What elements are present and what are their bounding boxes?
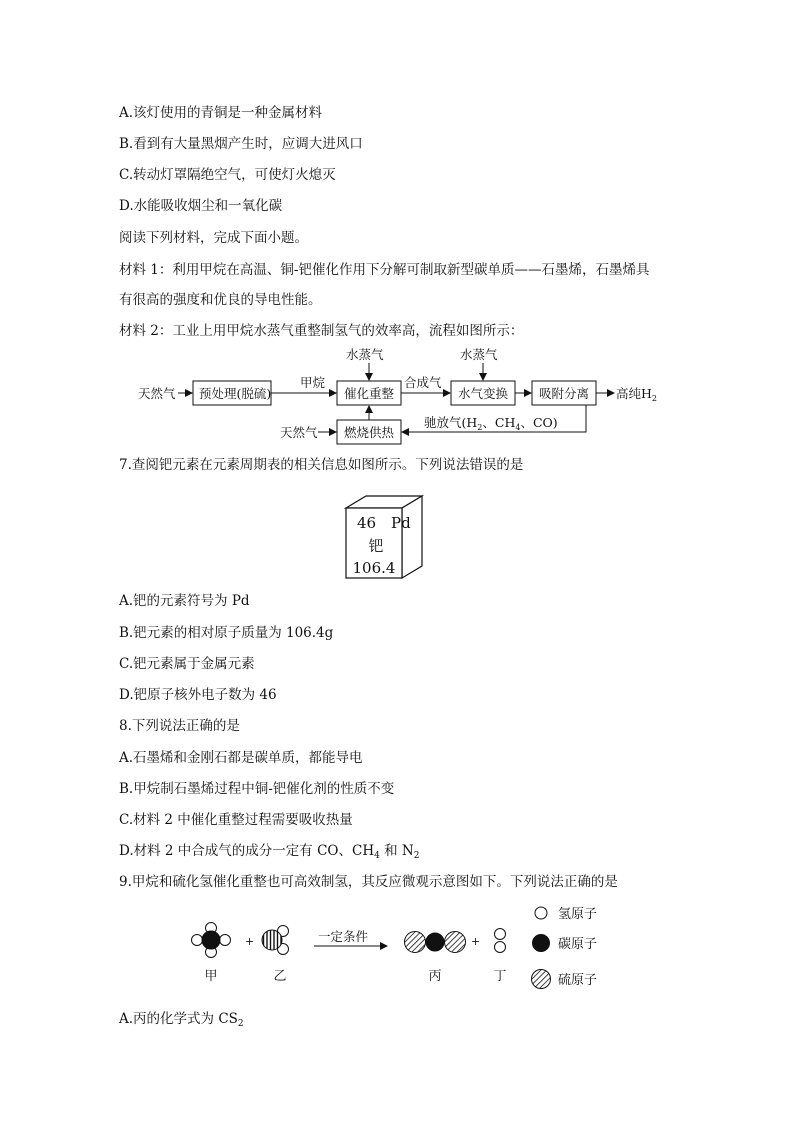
- plus-2: +: [471, 935, 481, 948]
- element-number: 46: [357, 514, 377, 532]
- methane-label: 甲烷: [300, 375, 326, 390]
- adsorb-label: 吸附分离: [539, 386, 590, 401]
- reform-label: 催化重整: [344, 386, 395, 401]
- molecule-bing: [405, 932, 466, 953]
- legend-hydrogen: 氢原子: [558, 907, 598, 922]
- legend-carbon: 碳原子: [558, 937, 598, 952]
- material1-line2: 有很高的强度和优良的导电性能。: [119, 292, 322, 308]
- label-yi: 乙: [273, 969, 287, 984]
- q8-option-d: D.材料 2 中合成气的成分一定有 CO、$CH_4$ 和 $N_2$: [119, 843, 420, 861]
- element-name: 钯: [368, 537, 384, 555]
- element-mass: 106.4: [352, 559, 396, 577]
- legend: [532, 907, 551, 989]
- legend-sulfur: 硫原子: [558, 973, 598, 988]
- purge-gas-label: 驰放气($H_2$、$CH_4$、CO): [424, 415, 558, 432]
- steam2-label: 水蒸气: [460, 347, 498, 362]
- material2-text: 材料 2：工业上用甲烷水蒸气重整制氢气的效率高，流程如图所示：: [119, 323, 524, 339]
- steam1-label: 水蒸气: [346, 347, 384, 362]
- material1-line1: 材料 1：利用甲烷在高温、铜-钯催化作用下分解可制取新型碳单质——石墨烯，石墨烯具: [119, 262, 650, 278]
- q7-stem: 7.查阅钯元素在元素周期表的相关信息如图所示。下列说法错误的是: [119, 457, 524, 473]
- syngas-label: 合成气: [404, 375, 442, 390]
- label-jia: 甲: [204, 969, 218, 984]
- plus-1: +: [245, 935, 255, 948]
- q6-option-d: D.水能吸收烟尘和一氧化碳: [119, 198, 283, 214]
- palladium-element-card: [340, 490, 430, 582]
- q6-option-a: A.该灯使用的青铜是一种金属材料: [119, 105, 323, 121]
- product-label: 高纯$H_2$: [616, 386, 657, 403]
- pretreat-label: 预处理(脱硫): [199, 386, 272, 401]
- label-ding: 丁: [493, 969, 507, 984]
- q6-option-b: B.看到有大量黑烟产生时，应调大进风口: [119, 136, 363, 152]
- q6-option-c: C.转动灯罩隔绝空气，可使灯火熄灭: [119, 167, 336, 183]
- element-symbol: Pd: [391, 514, 411, 532]
- q8-option-a: A.石墨烯和金刚石都是碳单质，都能导电: [119, 750, 363, 766]
- q9-stem: 9.甲烷和硫化氢催化重整也可高效制氢，其反应微观示意图如下。下列说法正确的是: [119, 874, 618, 890]
- molecule-yi: [262, 926, 289, 955]
- reading-intro: 阅读下列材料，完成下面小题。: [119, 230, 308, 246]
- combust-label: 燃烧供热: [344, 425, 395, 440]
- reaction-micro-diagram: [0, 895, 794, 995]
- shift-label: 水气变换: [458, 386, 509, 401]
- q7-option-d: D.钯原子核外电子数为 46: [119, 687, 277, 703]
- q8-stem: 8.下列说法正确的是: [119, 718, 240, 734]
- q8-option-c: C.材料 2 中催化重整过程需要吸收热量: [119, 812, 353, 828]
- q7-option-c: C.钯元素属于金属元素: [119, 656, 255, 672]
- q9-option-a: A.丙的化学式为 $CS_2$: [119, 1011, 244, 1029]
- q8-option-b: B.甲烷制石墨烯过程中铜-钯催化剂的性质不变: [119, 781, 395, 797]
- molecule-ding: [495, 929, 506, 953]
- label-bing: 丙: [428, 969, 442, 984]
- molecule-jia: [192, 923, 231, 958]
- natural-gas-fuel-label: 天然气: [280, 425, 318, 440]
- natural-gas-in-label: 天然气: [138, 386, 176, 401]
- q7-option-a: A.钯的元素符号为 Pd: [119, 593, 250, 609]
- reaction-condition: 一定条件: [318, 929, 369, 944]
- hydrogen-process-flowchart: [0, 340, 794, 450]
- q7-option-b: B.钯元素的相对原子质量为 106.4g: [119, 625, 334, 641]
